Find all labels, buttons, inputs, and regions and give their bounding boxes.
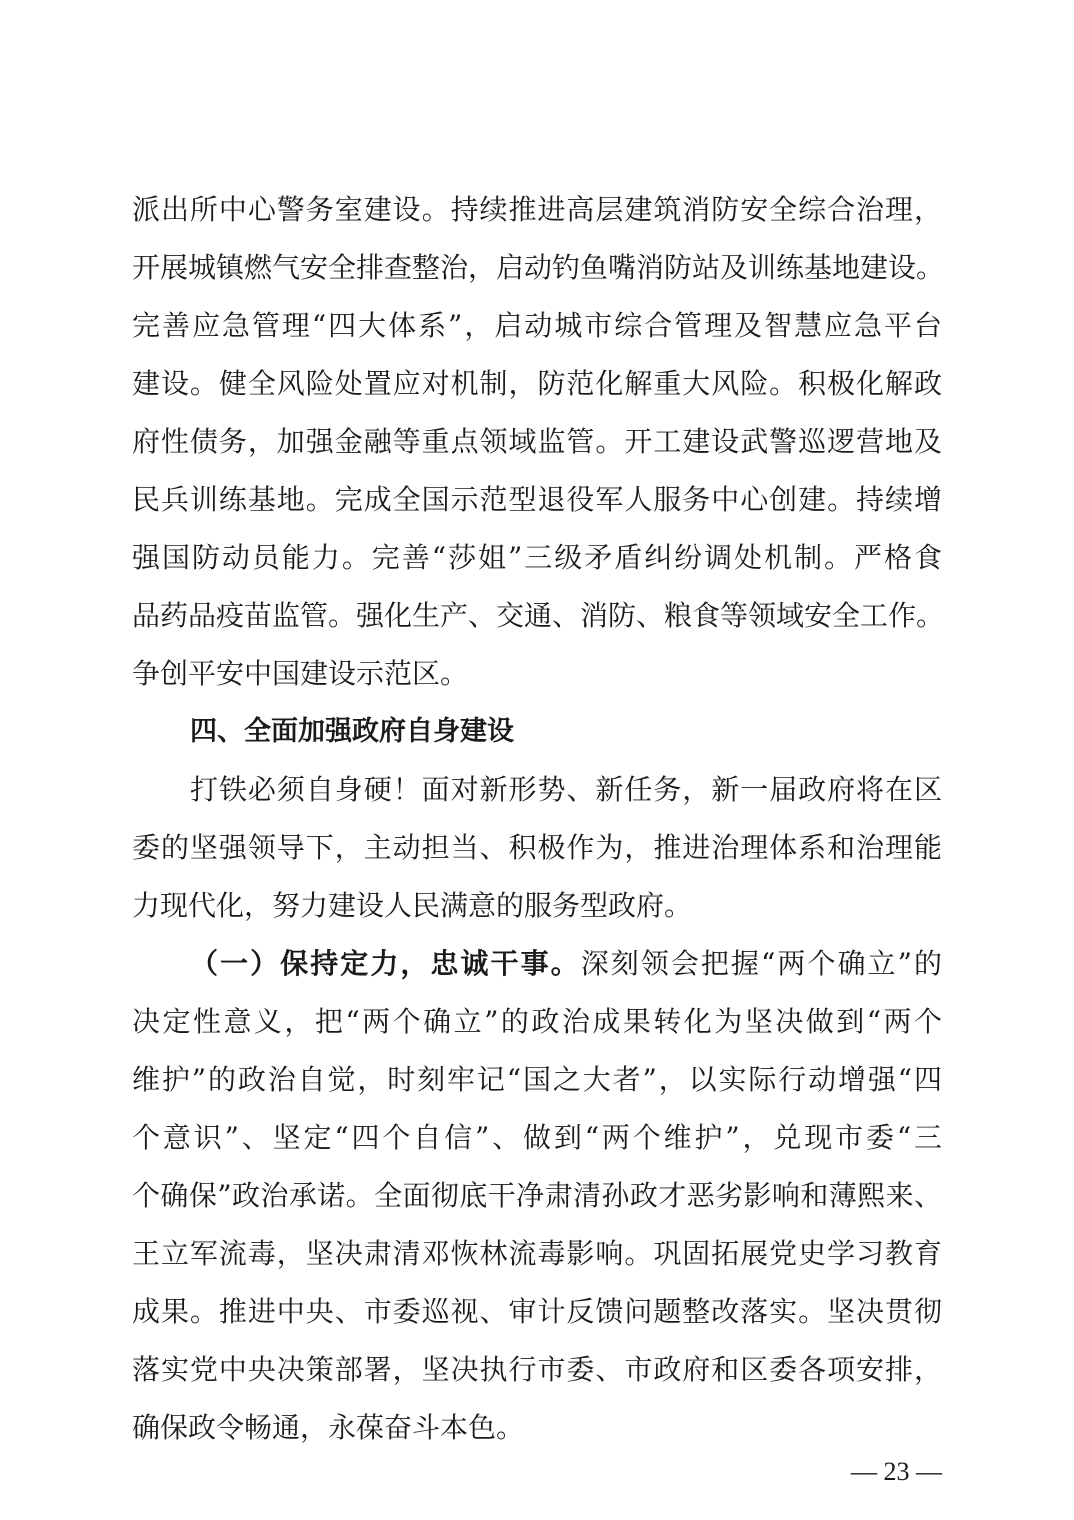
page-number: — 23 —: [851, 1457, 942, 1486]
text-line: 王立军流毒，坚决肃清邓恢林流毒影响。巩固拓展党史学习教育: [132, 1237, 942, 1270]
text-line: 强国防动员能力。完善“莎姐”三级矛盾纠纷调处机制。严格食: [132, 541, 942, 574]
section-heading: 四、全面加强政府自身建设: [190, 716, 514, 747]
text-line: [132, 935, 942, 993]
text-line: 个确保”政治承诺。全面彻底干净肃清孙政才恶劣影响和薄熙来、: [132, 1179, 942, 1212]
text-line: 府性债务，加强金融等重点领域监管。开工建设武警巡逻营地及: [132, 425, 942, 458]
paragraph-loyalty: [132, 935, 942, 1457]
text-line: 维护”的政治自觉，时刻牢记“国之大者”，以实际行动增强“四: [132, 1063, 942, 1096]
text-line: 建设。健全风险处置应对机制，防范化解重大风险。积极化解政: [132, 367, 942, 400]
text-line: 落实党中央决策部署，坚决执行市委、市政府和区委各项安排，: [132, 1353, 942, 1386]
text-line: 力现代化，努力建设人民满意的服务型政府。: [132, 889, 693, 922]
text-line: 委的坚强领导下，主动担当、积极作为，推进治理体系和治理能: [132, 831, 942, 864]
text-line: 民兵训练基地。完成全国示范型退役军人服务中心创建。持续增: [132, 483, 942, 516]
text-line: 品药品疫苗监管。强化生产、交通、消防、粮食等领域安全工作。: [132, 599, 945, 632]
text-line: 派出所中心警务室建设。持续推进高层建筑消防安全综合治理，: [132, 193, 942, 226]
text-line: 决定性意义，把“两个确立”的政治成果转化为坚决做到“两个: [132, 1005, 942, 1038]
text-line: 打铁必须自身硬！面对新形势、新任务，新一届政府将在区: [190, 773, 942, 806]
paragraph-intro: [132, 761, 942, 935]
paragraph-public-safety: [132, 181, 945, 703]
text-line: 个意识”、坚定“四个自信”、做到“两个维护”，兑现市委“三: [132, 1121, 942, 1154]
subsection-lead-text: 深刻领会把握“两个确立”的: [580, 947, 942, 980]
text-line: 确保政令畅通，永葆奋斗本色。: [132, 1411, 525, 1444]
text-line: 开展城镇燃气安全排查整治，启动钓鱼嘴消防站及训练基地建设。: [132, 251, 945, 284]
text-line: 完善应急管理“四大体系”，启动城市综合管理及智慧应急平台: [132, 309, 942, 342]
text-line: 争创平安中国建设示范区。: [132, 657, 469, 690]
subsection-title: （一）保持定力，忠诚干事。: [190, 947, 581, 980]
text-line: 成果。推进中央、市委巡视、审计反馈问题整改落实。坚决贯彻: [132, 1295, 942, 1328]
document-body: [132, 181, 945, 1457]
